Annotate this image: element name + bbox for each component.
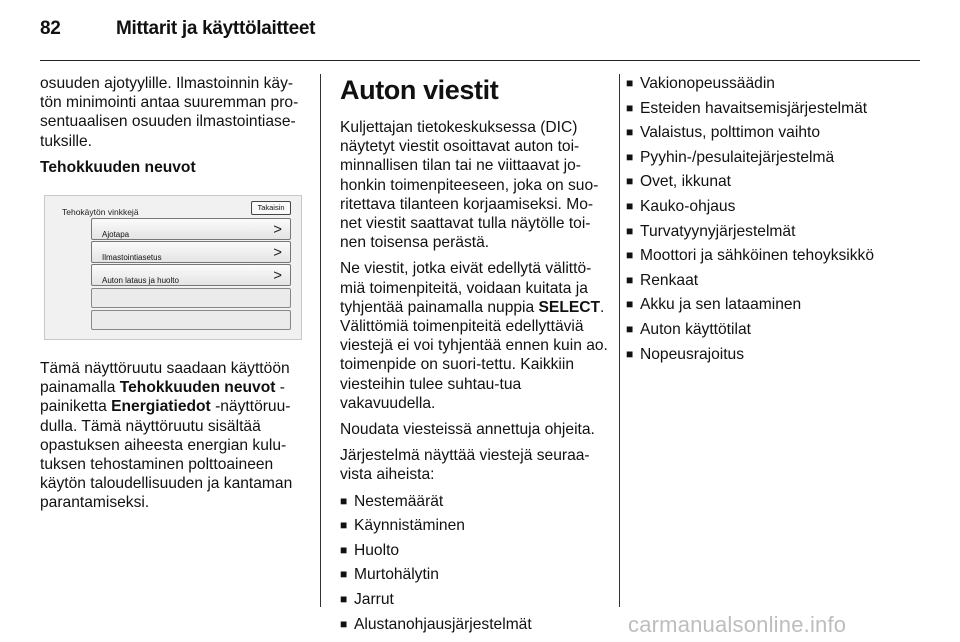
message-topics-list-1 xyxy=(340,492,608,634)
paragraph-follow-instructions: Noudata viesteissä annettuja ohjeita. xyxy=(340,421,595,439)
screen-row-driving-style[interactable] xyxy=(91,218,291,240)
list-item: ■ Vakionopeussäädin xyxy=(626,75,775,92)
list-item: ■ Turvatyynyjärjestelmät xyxy=(626,222,796,240)
section-heading-vehicle-messages: Auton viestit xyxy=(340,75,499,105)
bullet-icon: ■ xyxy=(626,297,634,312)
list-item: ■ Käynnistäminen xyxy=(340,517,465,535)
bullet-icon: ■ xyxy=(340,567,348,582)
paragraph-clear-messages: Ne viestit, jotka eivät edellytä välittö-miä toimenpiteitä, voidaan kuitata ja tyhjentää painamalla nuppia SELECT. Välittömiä toimenpiteitä edellyttäviä viestejä ei voi tyhjentää ennen kuin ao. toimenpide on suori-tettu. Kaikkiin viesteihin tulee suhtau-tua vakavuudella. xyxy=(340,260,608,412)
watermark-text: carmanualsonline.info xyxy=(628,612,847,637)
list-item: ■ Valaistus, polttimon vaihto xyxy=(626,124,820,142)
screen-row-empty xyxy=(91,288,291,308)
chevron-right-icon: > xyxy=(273,221,282,239)
screen-row-label: Auton lataus ja huolto xyxy=(102,276,179,286)
paragraph-topics-intro: Järjestelmä näyttää viestejä seuraa-vista aiheista: xyxy=(340,447,590,484)
bullet-icon: ■ xyxy=(626,125,634,140)
chevron-right-icon: > xyxy=(273,244,282,262)
page-title: Mittarit ja käyttölaitteet xyxy=(116,18,316,39)
paragraph-screen-description: Tämä näyttöruutu saadaan käyttöön painamalla Tehokkuuden neuvot -painiketta Energiatiedot -näyttöruu-dulla. Tämä näyttöruutu sisältää opastuksen aiheesta energian kulu-tuksen tehostaminen polttoaineen käytön taloudellisuuden ja kantaman parantamiseksi. xyxy=(40,360,293,512)
knob-name-select: SELECT xyxy=(538,298,601,316)
screen-display xyxy=(44,195,302,340)
screen-title: Tehokäytön vinkkejä xyxy=(62,207,139,218)
column-middle xyxy=(340,74,608,639)
bullet-icon: ■ xyxy=(626,346,634,361)
screen-row-empty xyxy=(91,310,291,330)
list-item: ■ Murtohälytin xyxy=(340,566,439,584)
paragraph-dic: Kuljettajan tietokeskuksessa (DIC) näytetyt viestit osoittavat auton toi-minnallisen tilan tai ne viittaavat jo-honkin toimenpiteeseen, joka on suo-ritettava tilanteen korjaamiseksi. Mo-net viestit saattavat tulla näytölle toi-nen toisensa perästä. xyxy=(340,119,599,252)
bullet-icon: ■ xyxy=(626,223,634,238)
screen-row-label: Ajotapa xyxy=(102,230,130,240)
column-left xyxy=(40,74,302,520)
bullet-icon: ■ xyxy=(340,518,348,533)
header-rule xyxy=(40,60,920,61)
bullet-icon: ■ xyxy=(340,542,348,557)
bullet-icon: ■ xyxy=(626,174,634,189)
list-item: ■ Esteiden havaitsemisjärjestelmät xyxy=(626,99,868,117)
list-item: ■ Alustanohjausjärjestelmät xyxy=(340,615,532,633)
bullet-icon: ■ xyxy=(626,100,634,115)
screen-back-button[interactable]: Takaisin xyxy=(251,201,291,215)
bullet-icon: ■ xyxy=(340,616,348,631)
bullet-icon: ■ xyxy=(626,321,634,336)
column-right xyxy=(626,74,926,369)
list-item: ■ Pyyhin-/pesulaitejärjestelmä xyxy=(626,148,835,166)
chevron-right-icon: > xyxy=(273,267,282,285)
list-item: ■ Huolto xyxy=(340,541,400,559)
efficiency-tips-screen xyxy=(40,195,302,340)
bullet-icon: ■ xyxy=(626,76,634,90)
bullet-icon: ■ xyxy=(626,272,634,287)
button-name-efficiency-tips: Tehokkuuden neuvot xyxy=(119,379,276,397)
screen-row-charging-service[interactable] xyxy=(91,264,291,286)
list-item: ■ Jarrut xyxy=(340,591,394,609)
message-topics-list-2 xyxy=(626,74,926,364)
page-header xyxy=(40,18,315,40)
column-divider-2 xyxy=(619,74,620,607)
screen-row-label: Ilmastointiasetus xyxy=(102,253,162,263)
list-item: ■ Auton käyttötilat xyxy=(626,320,751,338)
list-item: ■ Nopeusrajoitus xyxy=(626,345,745,363)
page-number: 82 xyxy=(40,18,61,39)
bullet-icon: ■ xyxy=(340,493,348,508)
bullet-icon: ■ xyxy=(626,149,634,164)
list-item: ■ Nestemäärät xyxy=(340,492,444,510)
subheading-efficiency-tips: Tehokkuuden neuvot xyxy=(40,158,196,176)
list-item: ■ Akku ja sen lataaminen xyxy=(626,296,802,314)
screen-name-energy-info: Energiatiedot xyxy=(111,398,211,416)
screen-row-climate-setting[interactable] xyxy=(91,241,291,263)
list-item: ■ Moottori ja sähköinen tehoyksikkö xyxy=(626,247,875,265)
bullet-icon: ■ xyxy=(626,198,634,213)
list-item: ■ Ovet, ikkunat xyxy=(626,173,732,191)
paragraph-intro: osuuden ajotyylille. Ilmastoinnin käy-tön minimointi antaa suuremman pro-sentuaalisen osuuden ilmastointiase-tuksille. xyxy=(40,75,299,150)
list-item: ■ Renkaat xyxy=(626,271,699,289)
bullet-icon: ■ xyxy=(626,248,634,263)
list-item: ■ Kauko-ohjaus xyxy=(626,197,736,215)
column-divider-1 xyxy=(320,74,321,607)
bullet-icon: ■ xyxy=(340,592,348,607)
